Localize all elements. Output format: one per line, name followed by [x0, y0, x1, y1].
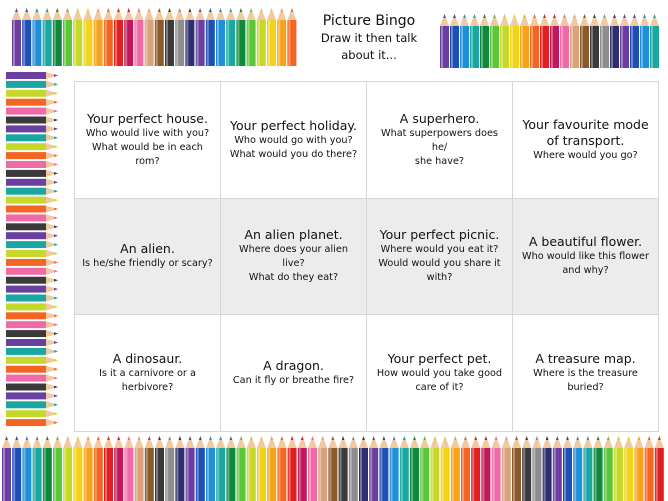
pencil-icon [53, 436, 62, 501]
pencil-icon [12, 436, 21, 501]
pencil-icon [490, 14, 499, 68]
cell-heading: Your perfect house. [87, 110, 208, 126]
pencil-icon [610, 14, 619, 68]
pencil-icon [114, 8, 123, 66]
pencil-icon [114, 436, 123, 501]
pencil-icon [6, 250, 58, 257]
pencil-icon [6, 90, 58, 97]
pencil-border-top-left [10, 4, 300, 66]
pencil-icon [6, 357, 58, 364]
pencil-icon [640, 14, 649, 68]
pencil-icon [359, 436, 368, 501]
pencil-icon [73, 8, 82, 66]
pencil-icon [94, 8, 103, 66]
cell-heading: An alien planet. [244, 227, 343, 243]
page-title: Picture Bingo [322, 13, 416, 29]
cell-question: What do they eat? [248, 272, 339, 284]
pencil-icon [53, 8, 62, 66]
pencil-border-bottom [0, 432, 668, 501]
pencils-top-right-art [438, 10, 664, 68]
pencil-icon [460, 14, 469, 68]
pencil-icon [655, 436, 664, 501]
pencil-icon [532, 436, 541, 501]
pencil-icon [6, 295, 58, 302]
pencil-icon [650, 14, 659, 68]
pencil-icon [349, 436, 358, 501]
pencil-icon [43, 8, 52, 66]
pencil-icon [580, 14, 589, 68]
pencil-icon [6, 392, 58, 399]
pencil-icon [583, 436, 592, 501]
pencil-icon [390, 436, 399, 501]
cell-heading: An alien. [120, 241, 175, 257]
pencil-icon [216, 8, 225, 66]
pencil-icon [6, 348, 58, 355]
pencil-icon [502, 436, 511, 501]
pencil-icon [590, 14, 599, 68]
pencil-icon [196, 436, 205, 501]
pencil-icon [155, 8, 164, 66]
pencil-icon [236, 8, 245, 66]
pencil-icon [6, 339, 58, 346]
pencil-icon [145, 436, 154, 501]
pencil-icon [63, 436, 72, 501]
pencil-icon [155, 436, 164, 501]
pencil-icon [267, 436, 276, 501]
pencil-icon [186, 436, 195, 501]
bingo-grid [74, 81, 659, 432]
pencil-icon [430, 436, 439, 501]
bingo-cell-flower [513, 199, 659, 316]
pencil-icon [620, 14, 629, 68]
pencil-icon [6, 161, 58, 168]
pencil-icon [175, 436, 184, 501]
cell-heading: Your favourite mode of transport. [522, 116, 649, 148]
pencil-icon [630, 14, 639, 68]
pencil-icon [124, 436, 133, 501]
pencil-icon [175, 8, 184, 66]
cell-heading: Your perfect pet. [387, 351, 492, 367]
cell-heading: A dragon. [263, 358, 324, 374]
pencil-icon [6, 268, 58, 275]
pencil-icon [440, 14, 449, 68]
pencil-icon [451, 436, 460, 501]
pencil-icon [550, 14, 559, 68]
pencils-bottom-art [0, 432, 668, 501]
pencil-icon [6, 72, 58, 79]
cell-question: she have? [414, 155, 465, 167]
cell-heading: A superhero. [399, 110, 480, 126]
pencil-icon [6, 179, 58, 186]
pencil-icon [257, 436, 266, 501]
pencil-icon [339, 436, 348, 501]
pencil-icon [6, 384, 58, 391]
pencil-icon [594, 436, 603, 501]
cell-heading: Your perfect holiday. [230, 117, 357, 133]
pencil-icon [540, 14, 549, 68]
pencil-icon [6, 81, 58, 88]
pencil-icon [369, 436, 378, 501]
pencil-icon [600, 14, 609, 68]
pencil-icon [500, 14, 509, 68]
pencil-icon [481, 436, 490, 501]
cell-question: What would be in each rom? [92, 141, 203, 167]
pencil-icon [6, 241, 58, 248]
pencil-icon [6, 117, 58, 124]
bingo-cell-pet [367, 315, 513, 432]
pencil-icon [73, 436, 82, 501]
pencil-icon [226, 8, 235, 66]
pencil-icon [543, 436, 552, 501]
pencil-icon [43, 436, 52, 501]
pencil-icon [2, 436, 11, 501]
pencil-icon [83, 8, 92, 66]
pencil-icon [6, 197, 58, 204]
pencil-icon [624, 436, 633, 501]
pencil-icon [530, 14, 539, 68]
pencil-icon [165, 436, 174, 501]
pencil-icon [226, 436, 235, 501]
pencil-icon [6, 134, 58, 141]
cell-question: Where would you go? [533, 149, 638, 161]
pencil-icon [379, 436, 388, 501]
pencil-icon [257, 8, 266, 66]
pencil-icon [94, 436, 103, 501]
cell-question: Where is the treasure [533, 368, 638, 380]
pencils-left-art [6, 70, 64, 432]
subtitle-line-2: about it... [341, 48, 397, 62]
pencil-icon [480, 14, 489, 68]
pencil-icon [570, 14, 579, 68]
bingo-cell-dinosaur [75, 315, 221, 432]
pencil-icon [512, 436, 521, 501]
pencil-icon [6, 108, 58, 115]
pencil-icon [6, 188, 58, 195]
pencil-border-left [6, 70, 64, 432]
pencil-icon [22, 436, 31, 501]
pencil-icon [277, 8, 286, 66]
pencil-icon [563, 436, 572, 501]
pencil-icon [196, 8, 205, 66]
cell-question: and why? [562, 265, 609, 277]
pencil-icon [6, 125, 58, 132]
pencil-icon [288, 436, 297, 501]
pencil-icon [145, 8, 154, 66]
pencil-icon [6, 214, 58, 221]
pencil-icon [471, 436, 480, 501]
pencil-icon [522, 436, 531, 501]
cell-question: Who would live with you? [85, 127, 210, 139]
pencil-icon [614, 436, 623, 501]
pencil-icon [461, 436, 470, 501]
pencil-icon [134, 8, 143, 66]
bingo-cell-perfect-house [75, 82, 221, 199]
cell-question: What superpowers does he/ [381, 127, 498, 153]
pencil-icon [185, 8, 194, 66]
cell-question: Is he/she friendly or scary? [82, 258, 213, 270]
pencil-icon [6, 419, 58, 426]
pencils-top-left-art [10, 4, 300, 66]
pencil-icon [318, 436, 327, 501]
cell-question: Who would like this flower [522, 251, 649, 263]
pencil-icon [400, 436, 409, 501]
pencil-icon [6, 259, 58, 266]
cell-question: herbivore? [121, 382, 174, 394]
pencil-icon [6, 401, 58, 408]
pencil-icon [216, 436, 225, 501]
pencil-icon [6, 330, 58, 337]
bingo-cell-treasure-map [513, 315, 659, 432]
cell-heading: A beautiful flower. [528, 234, 643, 250]
pencil-icon [6, 143, 58, 150]
pencil-icon [6, 321, 58, 328]
pencil-icon [277, 436, 286, 501]
pencil-icon [308, 436, 317, 501]
pencil-icon [6, 286, 58, 293]
bingo-cell-transport [513, 82, 659, 199]
pencil-icon [6, 170, 58, 177]
pencil-border-top-right [438, 10, 664, 68]
cell-question: How would you take good [376, 368, 503, 380]
pencil-icon [553, 436, 562, 501]
pencil-icon [84, 436, 93, 501]
cell-question: care of it? [415, 382, 464, 394]
pencil-icon [450, 14, 459, 68]
pencil-icon [510, 14, 519, 68]
subtitle-line-1: Draw it then talk [320, 31, 418, 45]
pencil-icon [237, 436, 246, 501]
pencil-icon [420, 436, 429, 501]
pencil-icon [6, 312, 58, 319]
cell-question: buried? [567, 382, 604, 394]
pencil-icon [267, 8, 276, 66]
pencil-icon [298, 436, 307, 501]
pencil-icon [328, 436, 337, 501]
pencil-icon [287, 8, 296, 66]
bingo-cell-alien-planet [221, 199, 367, 316]
cell-question: Can it fly or breathe fire? [232, 375, 355, 387]
pencil-icon [247, 436, 256, 501]
pencil-icon [12, 8, 21, 66]
pencil-icon [32, 8, 41, 66]
bingo-cell-perfect-holiday [221, 82, 367, 199]
pencil-icon [63, 8, 72, 66]
pencil-icon [6, 206, 58, 213]
pencil-icon [6, 375, 58, 382]
pencil-icon [6, 152, 58, 159]
pencil-icon [104, 8, 113, 66]
cell-question: with? [426, 272, 453, 284]
pencil-icon [135, 436, 144, 501]
cell-heading: A treasure map. [535, 351, 636, 367]
bingo-cell-superhero [367, 82, 513, 199]
cell-heading: A dinosaur. [112, 351, 183, 367]
page-header [300, 12, 438, 64]
pencil-icon [470, 14, 479, 68]
cell-question: What would you do there? [229, 148, 358, 160]
pencil-icon [441, 436, 450, 501]
pencil-icon [165, 8, 174, 66]
pencil-icon [104, 436, 113, 501]
cell-question: Is it a carnivore or a [99, 368, 196, 380]
pencil-icon [573, 436, 582, 501]
cell-question: Where would you eat it? [380, 244, 499, 256]
pencil-icon [560, 14, 569, 68]
pencil-icon [206, 436, 215, 501]
pencil-icon [645, 436, 654, 501]
bingo-cell-dragon [221, 315, 367, 432]
bingo-cell-alien [75, 199, 221, 316]
pencil-icon [6, 410, 58, 417]
cell-heading: Your perfect picnic. [379, 227, 500, 243]
pencil-icon [22, 8, 31, 66]
cell-question: Would would you share it [378, 258, 501, 270]
pencil-icon [33, 436, 42, 501]
pencil-icon [410, 436, 419, 501]
pencil-icon [492, 436, 501, 501]
pencil-icon [6, 99, 58, 106]
pencil-icon [6, 303, 58, 310]
cell-question: Who would go with you? [234, 134, 353, 146]
pencil-icon [124, 8, 133, 66]
bingo-cell-picnic [367, 199, 513, 316]
pencil-icon [206, 8, 215, 66]
pencil-icon [634, 436, 643, 501]
pencil-icon [604, 436, 613, 501]
pencil-icon [6, 366, 58, 373]
pencil-icon [247, 8, 256, 66]
pencil-icon [6, 223, 58, 230]
pencil-icon [520, 14, 529, 68]
pencil-icon [6, 232, 58, 239]
cell-question: Where does your alien live? [239, 244, 348, 270]
pencil-icon [6, 277, 58, 284]
